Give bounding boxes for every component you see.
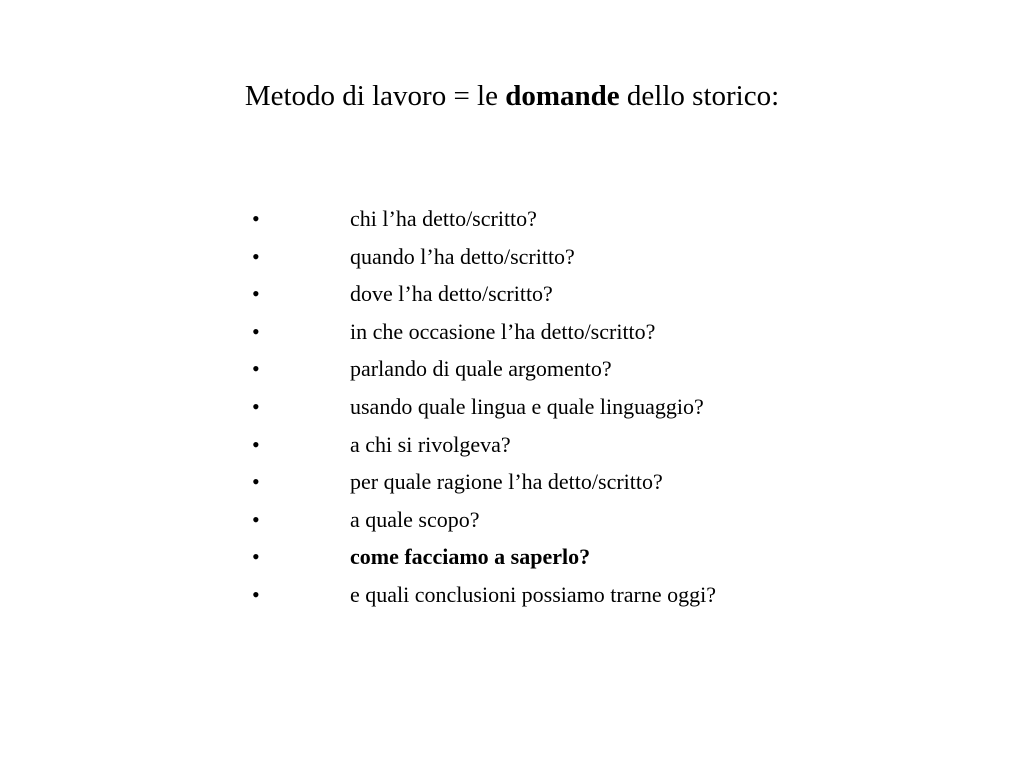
bullet-icon: • bbox=[252, 206, 260, 231]
slide-title bbox=[0, 76, 1024, 116]
bullet-icon: • bbox=[252, 356, 260, 382]
bullet-icon: • bbox=[252, 469, 260, 495]
list-item-text: usando quale lingua e quale linguaggio? bbox=[350, 393, 704, 419]
bullet-icon: • bbox=[252, 544, 260, 570]
bullet-icon: • bbox=[252, 506, 260, 532]
list-item-text: parlando di quale argomento? bbox=[350, 356, 612, 382]
bullet-icon: • bbox=[252, 431, 260, 457]
bullet-icon: • bbox=[252, 281, 260, 307]
list-item-text: e quali conclusioni possiamo trarne oggi? bbox=[350, 581, 716, 607]
list-item-text: chi l’ha detto/scritto? bbox=[350, 206, 537, 231]
title-emphasis: domande bbox=[505, 80, 620, 112]
list-item-text: dove l’ha detto/scritto? bbox=[350, 281, 553, 307]
list-item-text: a quale scopo? bbox=[350, 506, 480, 532]
title-text-before: Metodo di lavoro = le bbox=[244, 80, 506, 112]
bullet-icon: • bbox=[252, 243, 260, 269]
bullet-icon: • bbox=[252, 318, 260, 344]
bullet-icon: • bbox=[252, 581, 260, 607]
list-item-text: quando l’ha detto/scritto? bbox=[350, 243, 575, 269]
list-item-text-emphasized: come facciamo a saperlo? bbox=[350, 544, 591, 570]
list-item-text: per quale ragione l’ha detto/scritto? bbox=[350, 469, 663, 495]
title-text-after: dello storico: bbox=[619, 80, 780, 112]
bullet-icon: • bbox=[252, 393, 260, 419]
list-item-text: in che occasione l’ha detto/scritto? bbox=[350, 318, 656, 344]
list-item-text: a chi si rivolgeva? bbox=[350, 431, 511, 457]
